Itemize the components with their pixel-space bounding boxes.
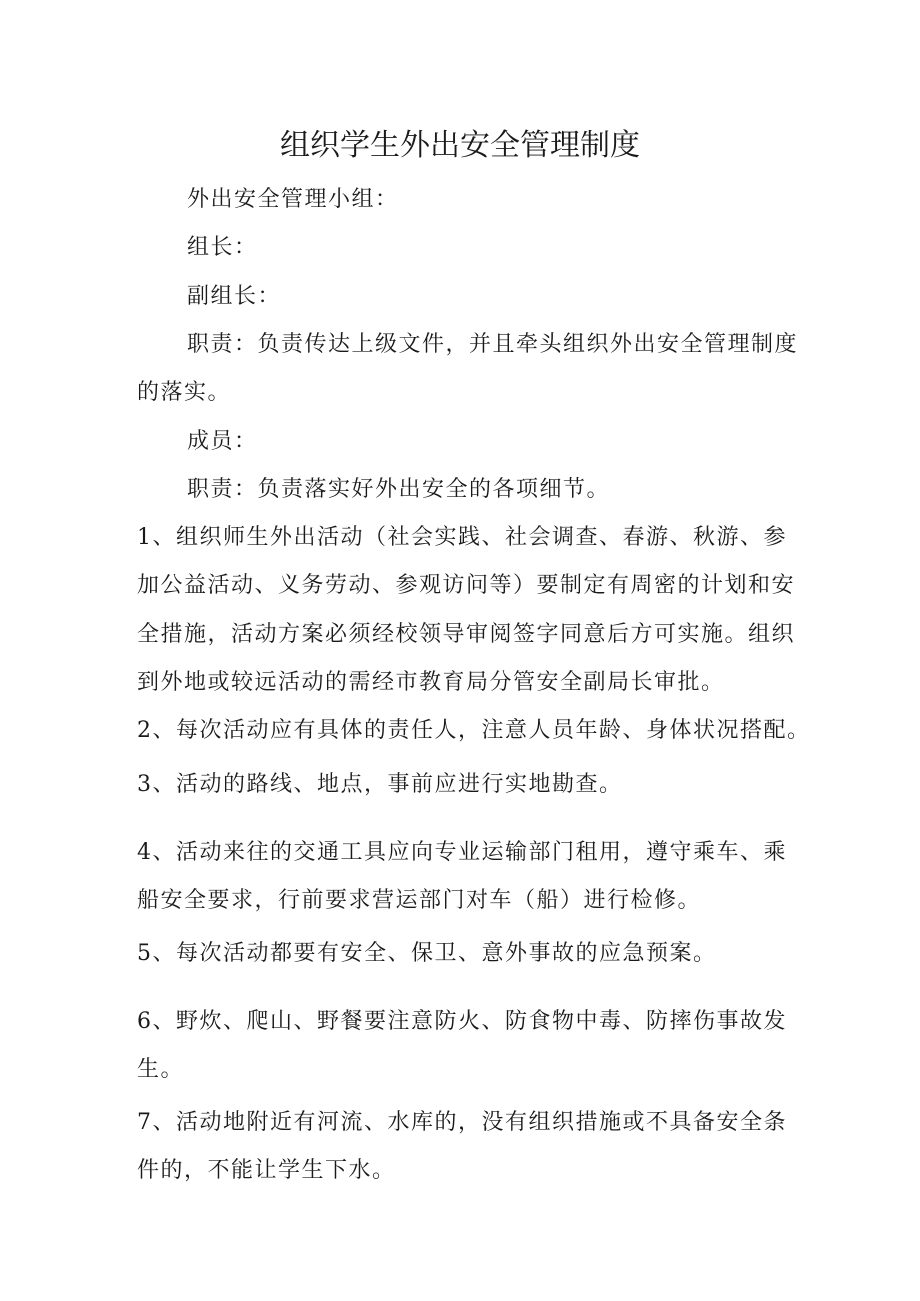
duty-paragraph-1-cont: 的落实。 [137, 380, 232, 405]
rule-5: 5、每次活动都要有安全、保卫、意外事故的应急预案。 [137, 941, 717, 966]
rule-7-line-1: 7、活动地附近有河流、水库的，没有组织措施或不具备安全条 [137, 1110, 787, 1135]
rule-1-line-1: 1、组织师生外出活动（社会实践、社会调查、春游、秋游、参 [137, 525, 787, 550]
leader-line: 组长： [187, 235, 258, 260]
document-title: 组织学生外出安全管理制度 [280, 128, 640, 163]
duty-paragraph-1: 职责：负责传达上级文件，并且牵头组织外出安全管理制度 [187, 332, 799, 357]
rule-1-line-3: 全措施，活动方案必须经校领导审阅签字同意后方可实施。组织 [137, 622, 796, 647]
duty-paragraph-2: 职责：负责落实好外出安全的各项细节。 [187, 477, 611, 502]
deputy-leader-line: 副组长： [187, 284, 282, 309]
rule-3: 3、活动的路线、地点，事前应进行实地勘查。 [137, 772, 623, 797]
rule-1-line-2: 加公益活动、义务劳动、参观访问等）要制定有周密的计划和安 [137, 573, 796, 598]
rule-6-line-2: 生。 [137, 1057, 185, 1082]
rule-6-line-1: 6、野炊、爬山、野餐要注意防火、防食物中毒、防摔伤事故发 [137, 1009, 787, 1034]
rule-4-line-2: 船安全要求，行前要求营运部门对车（船）进行检修。 [137, 888, 702, 913]
rule-2: 2、每次活动应有具体的责任人，注意人员年龄、身体状况搭配。 [137, 718, 811, 743]
rule-1-line-4: 到外地或较远活动的需经市教育局分管安全副局长审批。 [137, 670, 725, 695]
rule-4-line-1: 4、活动来往的交通工具应向专业运输部门租用，遵守乘车、乘 [137, 840, 787, 865]
rule-7-line-2: 件的，不能让学生下水。 [137, 1158, 396, 1183]
members-line: 成员： [187, 429, 258, 454]
group-heading: 外出安全管理小组： [187, 187, 399, 212]
